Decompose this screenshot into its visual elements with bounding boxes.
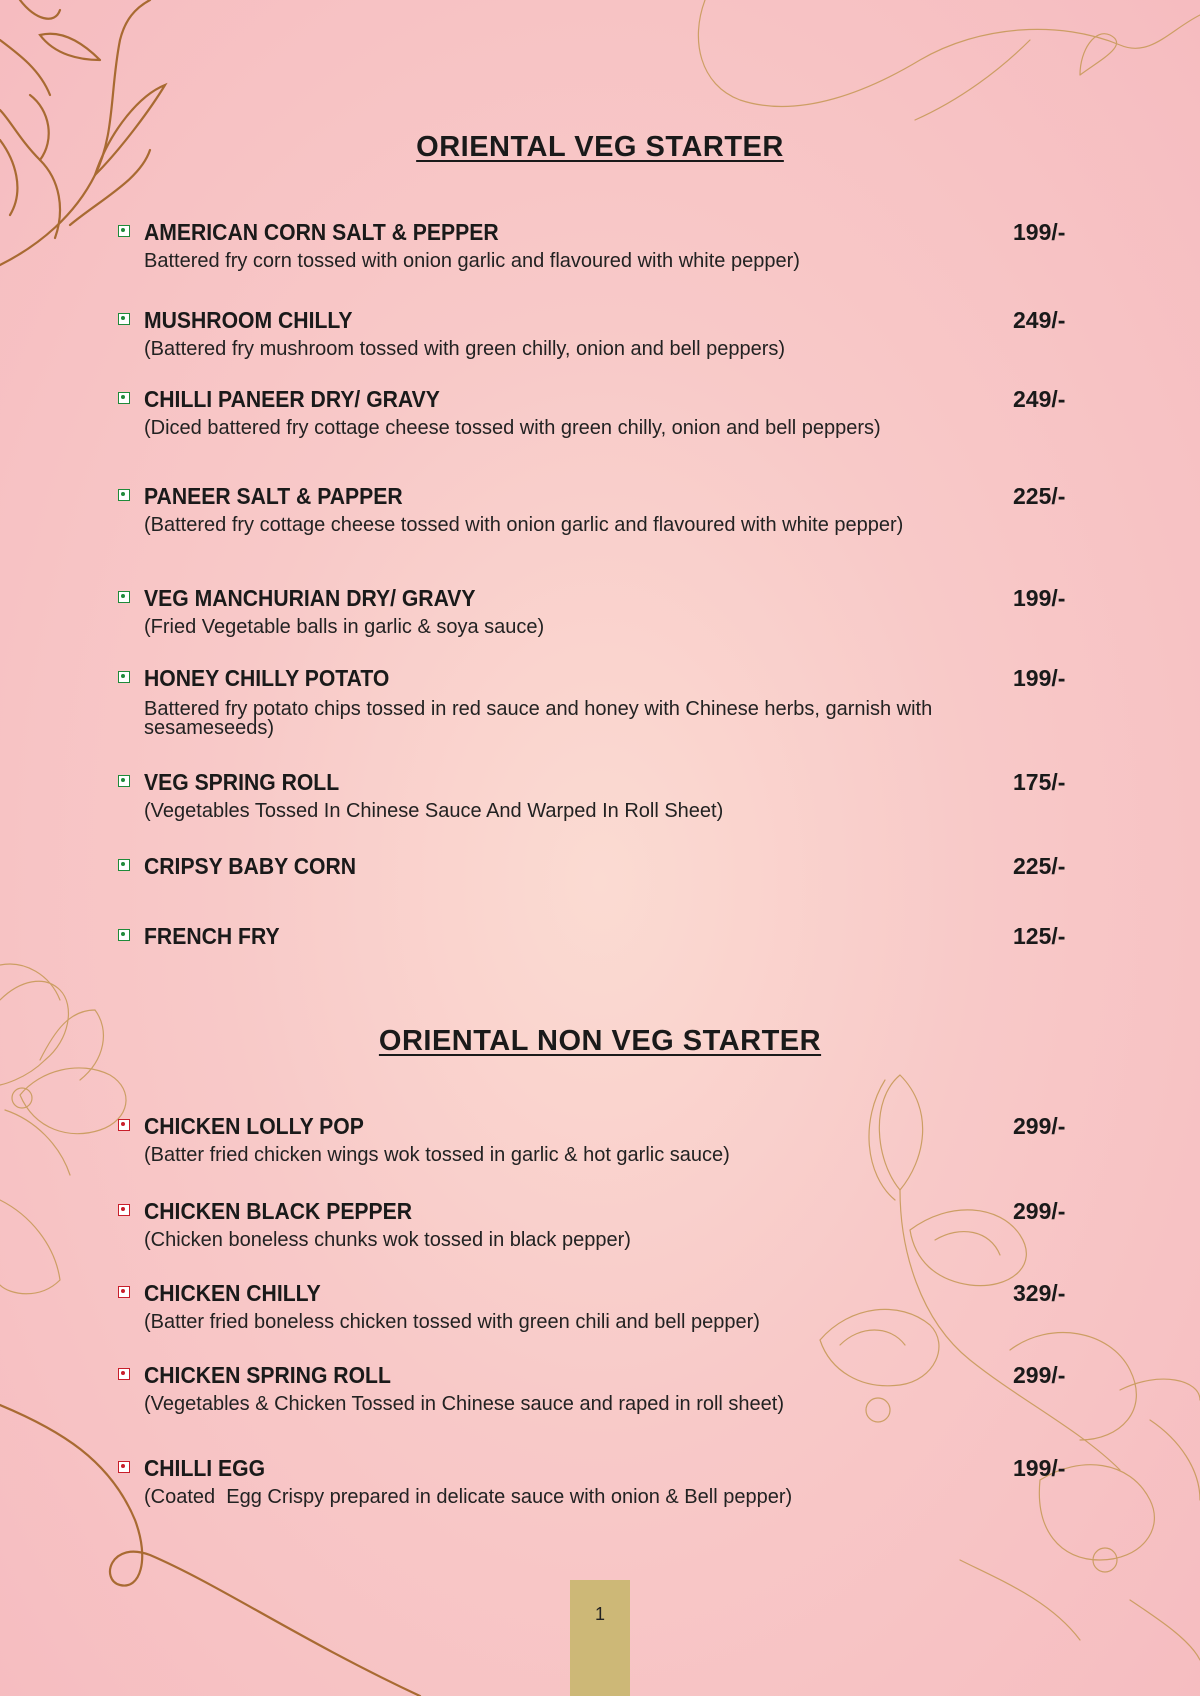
item-description: (Battered fry mushroom tossed with green chilly, onion and bell peppers) (144, 338, 786, 360)
item-name: CHILLI EGG (144, 1455, 266, 1481)
section-title-nonveg: ORIENTAL NON VEG STARTER (378, 1025, 822, 1057)
section-title-veg: ORIENTAL VEG STARTER (416, 131, 784, 163)
nonveg-mark-icon (118, 1461, 130, 1473)
page-number: 1 (570, 1580, 630, 1696)
item-name: PANEER SALT & PAPPER (144, 483, 403, 509)
item-name: HONEY CHILLY POTATO (144, 665, 390, 691)
item-description: (Batter fried boneless chicken tossed with green chili and bell pepper) (144, 1311, 760, 1333)
nonveg-mark-icon (118, 1286, 130, 1298)
nonveg-mark-icon (118, 1368, 130, 1380)
item-name: VEG MANCHURIAN DRY/ GRAVY (144, 585, 476, 611)
veg-mark-icon (118, 392, 130, 404)
item-name: CRIPSY BABY CORN (144, 853, 357, 879)
veg-mark-icon (118, 859, 130, 871)
item-description: (Vegetables Tossed In Chinese Sauce And Warped In Roll Sheet) (144, 800, 724, 822)
item-description: Battered fry potato chips tossed in red sauce and honey with Chinese herbs, garnish with sesameseeds) (144, 698, 933, 739)
item-name: CHICKEN CHILLY (144, 1280, 321, 1306)
item-name: CHICKEN SPRING ROLL (144, 1362, 391, 1388)
item-name: AMERICAN CORN SALT & PEPPER (144, 219, 499, 245)
item-price: 249/- (1013, 307, 1066, 333)
item-name: FRENCH FRY (144, 923, 280, 949)
item-price: 249/- (1013, 386, 1066, 412)
veg-mark-icon (118, 591, 130, 603)
item-description: (Chicken boneless chunks wok tossed in black pepper) (144, 1229, 631, 1251)
nonveg-mark-icon (118, 1119, 130, 1131)
item-description: (Battered fry cottage cheese tossed with onion garlic and flavoured with white pepper) (144, 514, 904, 536)
veg-mark-icon (118, 313, 130, 325)
item-price: 299/- (1013, 1113, 1066, 1139)
veg-mark-icon (118, 225, 130, 237)
item-name: VEG SPRING ROLL (144, 769, 340, 795)
item-price: 125/- (1013, 923, 1066, 949)
item-price: 225/- (1013, 483, 1066, 509)
item-price: 299/- (1013, 1198, 1066, 1224)
item-price: 329/- (1013, 1280, 1066, 1306)
veg-mark-icon (118, 671, 130, 683)
item-description: (Fried Vegetable balls in garlic & soya sauce) (144, 616, 545, 638)
item-name: MUSHROOM CHILLY (144, 307, 353, 333)
item-price: 299/- (1013, 1362, 1066, 1388)
item-price: 199/- (1013, 585, 1066, 611)
item-description: (Coated Egg Crispy prepared in delicate sauce with onion & Bell pepper) (144, 1486, 793, 1508)
item-price: 199/- (1013, 219, 1066, 245)
item-price: 175/- (1013, 769, 1066, 795)
item-name: CHICKEN LOLLY POP (144, 1113, 364, 1139)
veg-mark-icon (118, 489, 130, 501)
item-price: 199/- (1013, 665, 1066, 691)
nonveg-mark-icon (118, 1204, 130, 1216)
item-description: Battered fry corn tossed with onion garlic and flavoured with white pepper) (144, 250, 800, 272)
item-price: 225/- (1013, 853, 1066, 879)
veg-mark-icon (118, 929, 130, 941)
item-description: (Vegetables & Chicken Tossed in Chinese sauce and raped in roll sheet) (144, 1393, 785, 1415)
item-description: (Diced battered fry cottage cheese tossed with green chilly, onion and bell peppers) (144, 417, 881, 439)
item-description: (Batter fried chicken wings wok tossed in garlic & hot garlic sauce) (144, 1144, 730, 1166)
item-price: 199/- (1013, 1455, 1066, 1481)
veg-mark-icon (118, 775, 130, 787)
item-name: CHICKEN BLACK PEPPER (144, 1198, 413, 1224)
item-name: CHILLI PANEER DRY/ GRAVY (144, 386, 440, 412)
